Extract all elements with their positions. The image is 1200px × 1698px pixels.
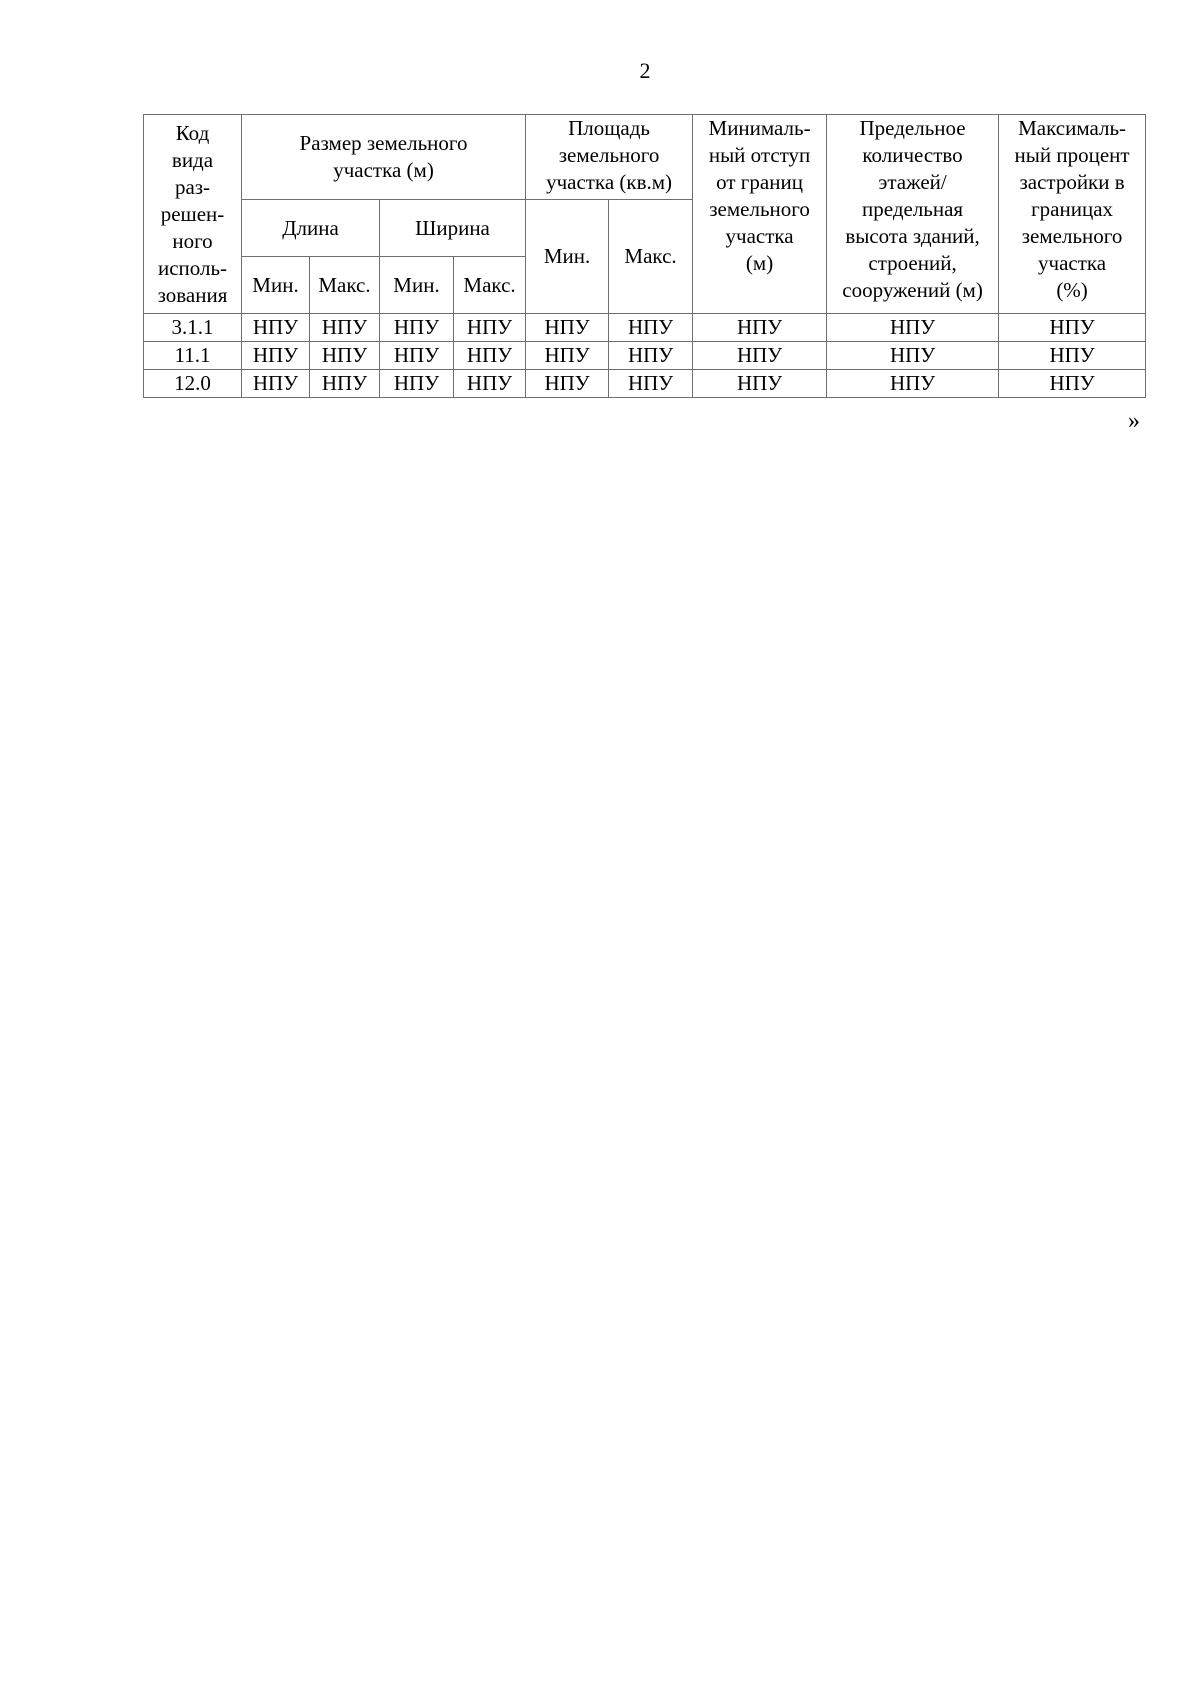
header-coverage: Максималь- ный процент застройки в границах земельного участка (%) <box>999 115 1146 314</box>
page-number: 2 <box>639 58 651 83</box>
row-code: 12.0 <box>144 370 242 398</box>
table-cell: НПУ <box>380 314 454 342</box>
header-area: Площадь земельного участка (кв.м) <box>526 115 693 200</box>
table-cell: НПУ <box>380 370 454 398</box>
table-cell: НПУ <box>609 314 693 342</box>
header-length-max: Макс. <box>310 257 380 314</box>
table-cell: НПУ <box>310 314 380 342</box>
row-code: 11.1 <box>144 342 242 370</box>
table-cell: НПУ <box>310 342 380 370</box>
table-row <box>144 342 1146 370</box>
table-cell: НПУ <box>242 314 310 342</box>
closing-quote: » <box>1128 408 1140 434</box>
header-length-min: Мин. <box>242 257 310 314</box>
table-row <box>144 370 1146 398</box>
table-cell: НПУ <box>827 314 999 342</box>
table-cell: НПУ <box>693 342 827 370</box>
table-cell: НПУ <box>999 342 1146 370</box>
header-width-max: Макс. <box>454 257 526 314</box>
table-cell: НПУ <box>827 370 999 398</box>
table-cell: НПУ <box>693 370 827 398</box>
row-code: 3.1.1 <box>144 314 242 342</box>
land-use-parameters-table <box>143 114 1146 398</box>
table-cell: НПУ <box>454 370 526 398</box>
table-cell: НПУ <box>526 370 609 398</box>
header-area-min: Мин. <box>526 200 609 314</box>
header-setback: Минималь- ный отступ от границ земельного участка (м) <box>693 115 827 314</box>
table-cell: НПУ <box>380 342 454 370</box>
header-width: Ширина <box>380 200 526 257</box>
table-cell: НПУ <box>310 370 380 398</box>
header-length: Длина <box>242 200 380 257</box>
table-cell: НПУ <box>999 370 1146 398</box>
table-cell: НПУ <box>454 342 526 370</box>
header-code: Код вида раз- решен- ного исполь- зования <box>144 115 242 314</box>
table-cell: НПУ <box>242 342 310 370</box>
table-row <box>144 314 1146 342</box>
header-width-min: Мин. <box>380 257 454 314</box>
table-cell: НПУ <box>526 342 609 370</box>
table-cell: НПУ <box>693 314 827 342</box>
table-cell: НПУ <box>526 314 609 342</box>
table-cell: НПУ <box>242 370 310 398</box>
header-floors: Предельное количество этажей/ предельная высота зданий, строений, сооружений (м) <box>827 115 999 314</box>
table-cell: НПУ <box>609 370 693 398</box>
header-size: Размер земельного участка (м) <box>242 115 526 200</box>
table-cell: НПУ <box>827 342 999 370</box>
table-cell: НПУ <box>999 314 1146 342</box>
header-area-max: Макс. <box>609 200 693 314</box>
table-cell: НПУ <box>454 314 526 342</box>
table-cell: НПУ <box>609 342 693 370</box>
